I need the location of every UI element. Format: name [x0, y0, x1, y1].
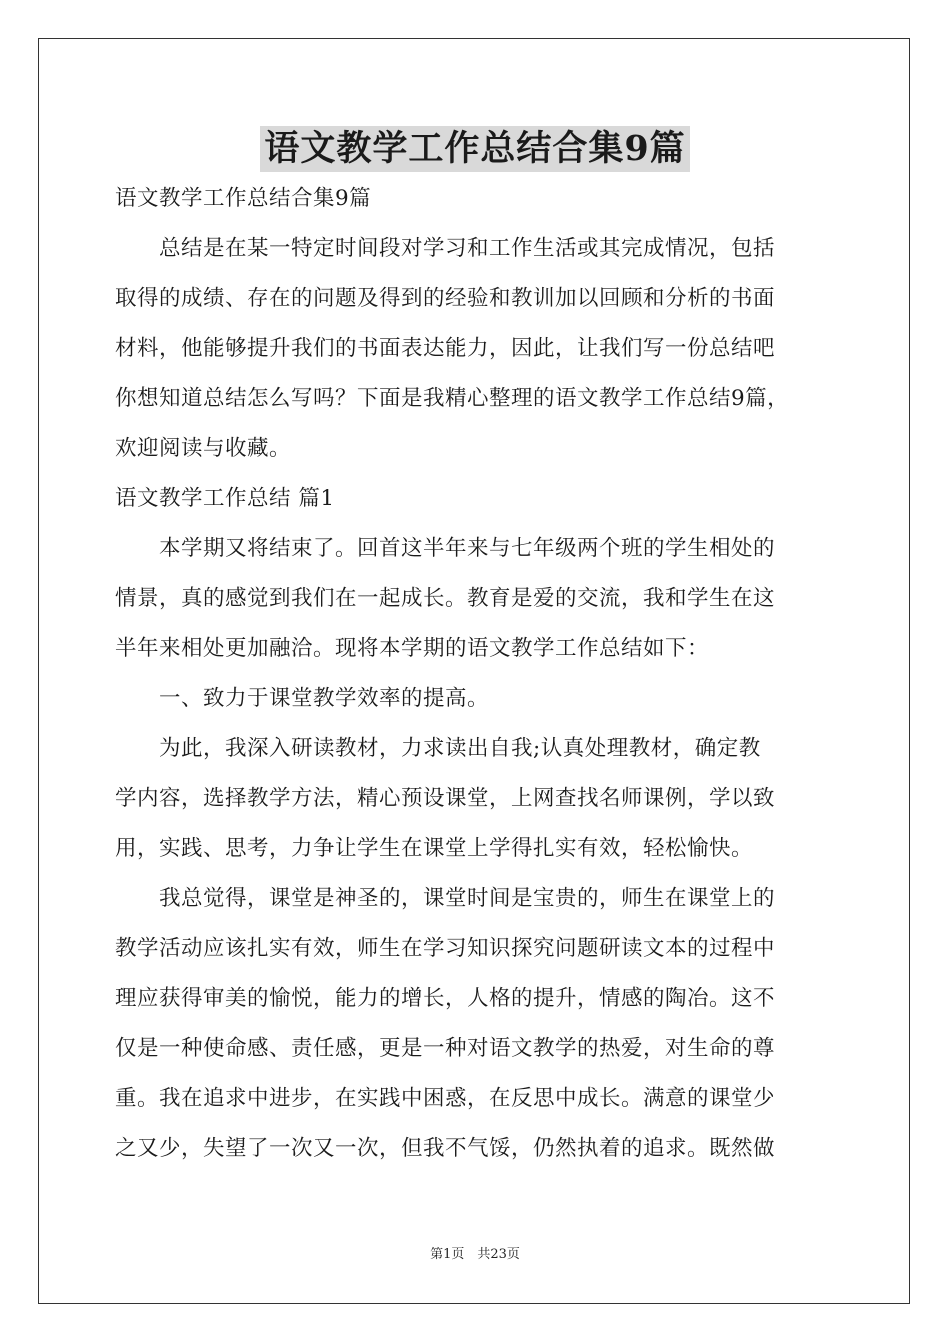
section-heading: 语文教学工作总结 篇1 [115, 486, 335, 511]
body-line: 你想知道总结怎么写吗？下面是我精心整理的语文教学工作总结9篇， [115, 386, 790, 411]
body-line: 我总觉得，课堂是神圣的，课堂时间是宝贵的，师生在课堂上的 [115, 886, 776, 911]
body-line: 本学期又将结束了。回首这半年来与七年级两个班的学生相处的 [115, 536, 776, 561]
body-line: 材料，他能够提升我们的书面表达能力，因此，让我们写一份总结吧 [115, 336, 776, 361]
body-line: 学内容，选择教学方法，精心预设课堂，上网查找名师课例，学以致 [115, 786, 776, 811]
body-line: 用，实践、思考，力争让学生在课堂上学得扎实有效，轻松愉快。 [115, 836, 754, 861]
body-line: 重。我在追求中进步，在实践中困惑，在反思中成长。满意的课堂少 [115, 1086, 776, 1111]
page-border [38, 38, 910, 1304]
body-line: 总结是在某一特定时间段对学习和工作生活或其完成情况，包括 [115, 236, 776, 261]
body-line: 仅是一种使命感、责任感，更是一种对语文教学的热爱，对生命的尊 [115, 1036, 776, 1061]
body-line: 取得的成绩、存在的问题及得到的经验和教训加以回顾和分析的书面 [115, 286, 776, 311]
document-title: 语文教学工作总结合集9篇 [260, 126, 689, 172]
body-line: 一、致力于课堂教学效率的提高。 [115, 686, 490, 711]
body-line: 教学活动应该扎实有效，师生在学习知识探究问题研读文本的过程中 [115, 936, 776, 961]
page-footer: 第1页 共23页 [430, 1247, 520, 1262]
subtitle-line: 语文教学工作总结合集9篇 [115, 186, 372, 211]
body-line: 半年来相处更加融洽。现将本学期的语文教学工作总结如下： [115, 636, 710, 661]
body-line: 欢迎阅读与收藏。 [115, 436, 292, 461]
body-line: 理应获得审美的愉悦，能力的增长，人格的提升，情感的陶冶。这不 [115, 986, 776, 1011]
body-line: 之又少，失望了一次又一次，但我不气馁，仍然执着的追求。既然做 [115, 1136, 776, 1161]
body-line: 情景，真的感觉到我们在一起成长。教育是爱的交流，我和学生在这 [115, 586, 776, 611]
title-container [0, 126, 950, 172]
body-line: 为此，我深入研读教材，力求读出自我;认真处理教材，确定教 [115, 736, 761, 761]
